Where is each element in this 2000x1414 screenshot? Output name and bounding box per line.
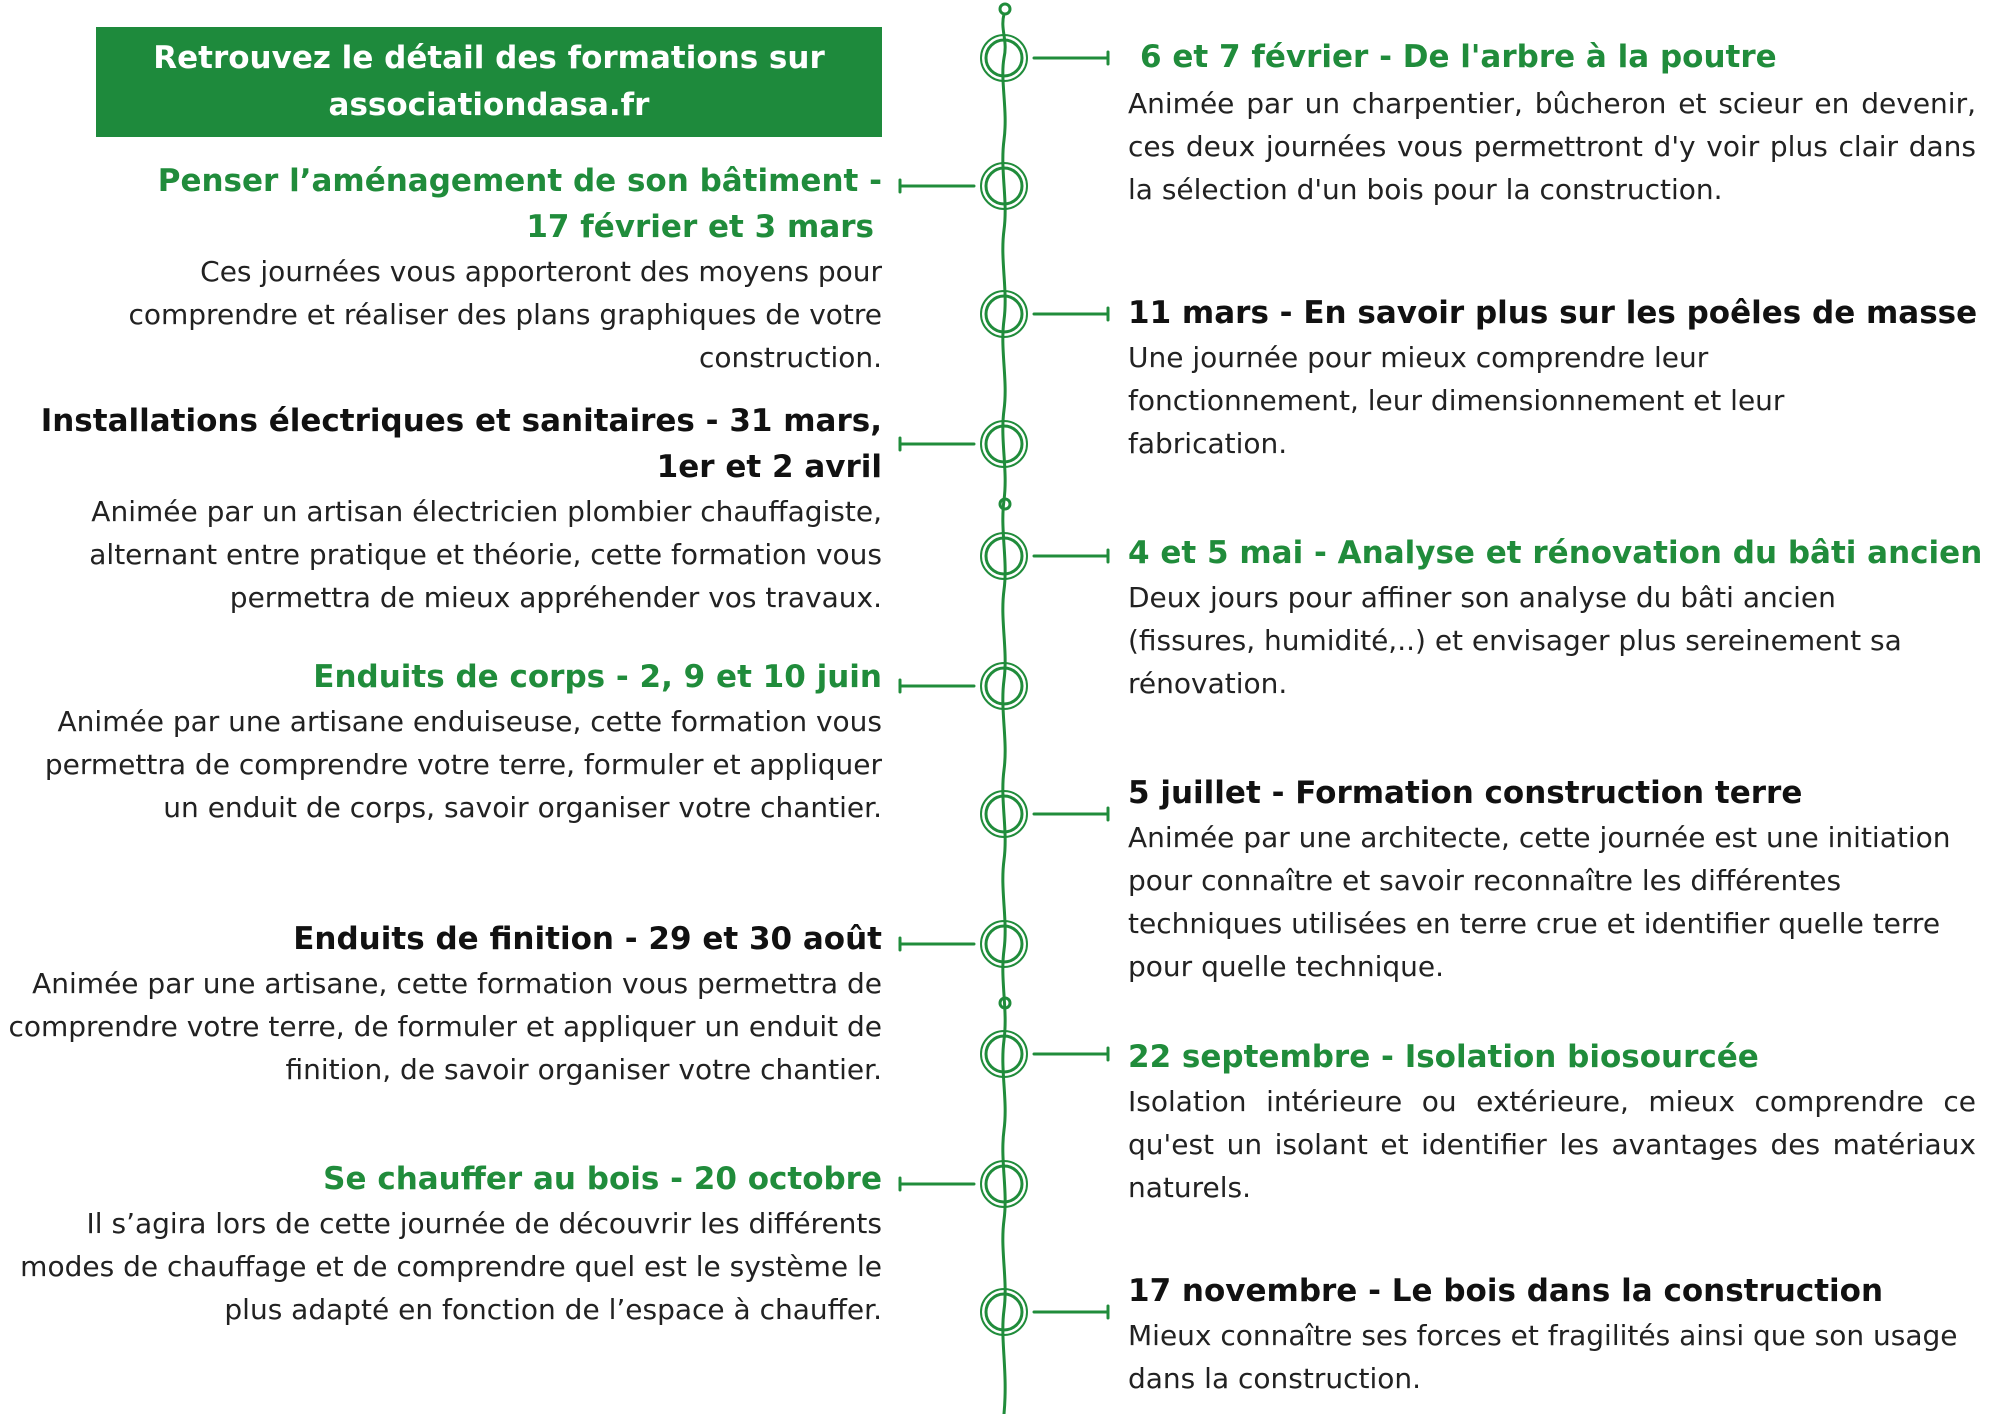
node-right-4 [981, 791, 1108, 837]
training-entry [2, 1156, 882, 1331]
entry-title: 5 juillet - Formation construction terre [1128, 775, 1803, 811]
entry-title: Se chauffer au bois - 20 octobre [323, 1161, 882, 1197]
training-entry-description [1128, 82, 1976, 211]
node-right-1 [981, 35, 1108, 81]
entry-description: Animée par un charpentier, bûcheron et scieur en devenir, ces deux journées vous permettront d'y voir plus clair dans la sélection d'un bois pour la construction. [1128, 87, 1976, 206]
banner-line-1: Retrouvez le détail des formations sur [153, 40, 825, 76]
entry-title: Installations électriques et sanitaires - 31 mars, [40, 403, 882, 439]
timeline-line [1003, 14, 1005, 1414]
entry-description: Une journée pour mieux comprendre leur fonctionnement, leur dimensionnement et leur fabrication. [1128, 341, 1785, 460]
training-entry [2, 654, 882, 829]
node-left-5 [900, 1161, 1027, 1207]
entry-title-date: 1er et 2 avril [656, 449, 882, 485]
website-banner[interactable] [96, 27, 882, 137]
training-entry [1128, 1034, 1976, 1209]
training-entry [1128, 1268, 1978, 1400]
banner-website-link[interactable]: associationdasa.fr [328, 87, 650, 123]
entry-title: Enduits de corps - 2, 9 et 10 juin [313, 659, 882, 695]
entry-title: Enduits de finition - 29 et 30 août [293, 921, 882, 957]
entry-title: 22 septembre - Isolation biosourcée [1128, 1039, 1759, 1075]
training-entry [1128, 530, 1982, 705]
node-left-3 [900, 663, 1027, 709]
node-right-2 [981, 291, 1108, 337]
training-entry [2, 916, 882, 1091]
training-entry [2, 398, 882, 619]
entry-description: Ces journées vous apporteront des moyens pour comprendre et réaliser des plans graphiques de votre construction. [128, 255, 882, 374]
node-left-2 [900, 421, 1027, 467]
entry-description: Mieux connaître ses forces et fragilités ainsi que son usage dans la construction. [1128, 1319, 1958, 1395]
entry-title: Penser l’aménagement de son bâtiment - [157, 163, 882, 199]
training-entry [1140, 34, 1777, 80]
entry-description: Animée par une artisane, cette formation vous permettra de comprendre votre terre, de formuler et appliquer un enduit de finition, de savoir organiser votre chantier. [8, 967, 882, 1086]
node-right-3 [981, 533, 1108, 579]
node-right-5 [981, 1031, 1108, 1077]
entry-description: Animée par une architecte, cette journée est une initiation pour connaître et savoir reconnaître les différentes techniques utilisées en terre crue et identifier quelle terre pour quelle technique. [1128, 821, 1951, 983]
entry-title-date: 17 février et 3 mars [526, 209, 874, 245]
entry-title: 17 novembre - Le bois dans la construction [1128, 1273, 1884, 1309]
entry-title: 11 mars - En savoir plus sur les poêles de masse [1128, 295, 1978, 331]
timeline-top-knot [1000, 4, 1010, 14]
node-right-6 [981, 1289, 1108, 1335]
entry-description: Isolation intérieure ou extérieure, mieux comprendre ce qu'est un isolant et identifier les avantages des matériaux naturels. [1128, 1085, 1976, 1204]
node-left-1 [900, 163, 1027, 209]
entry-description: Animée par un artisan électricien plombier chauffagiste, alternant entre pratique et théorie, cette formation vous permettra de mieux appréhender vos travaux. [89, 495, 882, 614]
entry-title: 4 et 5 mai - Analyse et rénovation du bâti ancien [1128, 535, 1983, 571]
entry-description: Animée par une artisane enduiseuse, cette formation vous permettra de comprendre votre terre, formuler et appliquer un enduit de corps, savoir organiser votre chantier. [44, 705, 882, 824]
training-entry [42, 158, 882, 379]
training-entry [1128, 770, 1978, 988]
entry-description: Il s’agira lors de cette journée de découvrir les différents modes de chauffage et de comprendre quel est le système le plus adapté en fonction de l’espace à chauffer. [20, 1207, 882, 1326]
entry-description: Deux jours pour affiner son analyse du bâti ancien (fissures, humidité,..) et envisager plus sereinement sa rénovation. [1128, 581, 1902, 700]
entry-title: 6 et 7 février - De l'arbre à la poutre [1140, 39, 1777, 75]
node-left-4 [900, 921, 1027, 967]
training-entry [1128, 290, 1977, 465]
